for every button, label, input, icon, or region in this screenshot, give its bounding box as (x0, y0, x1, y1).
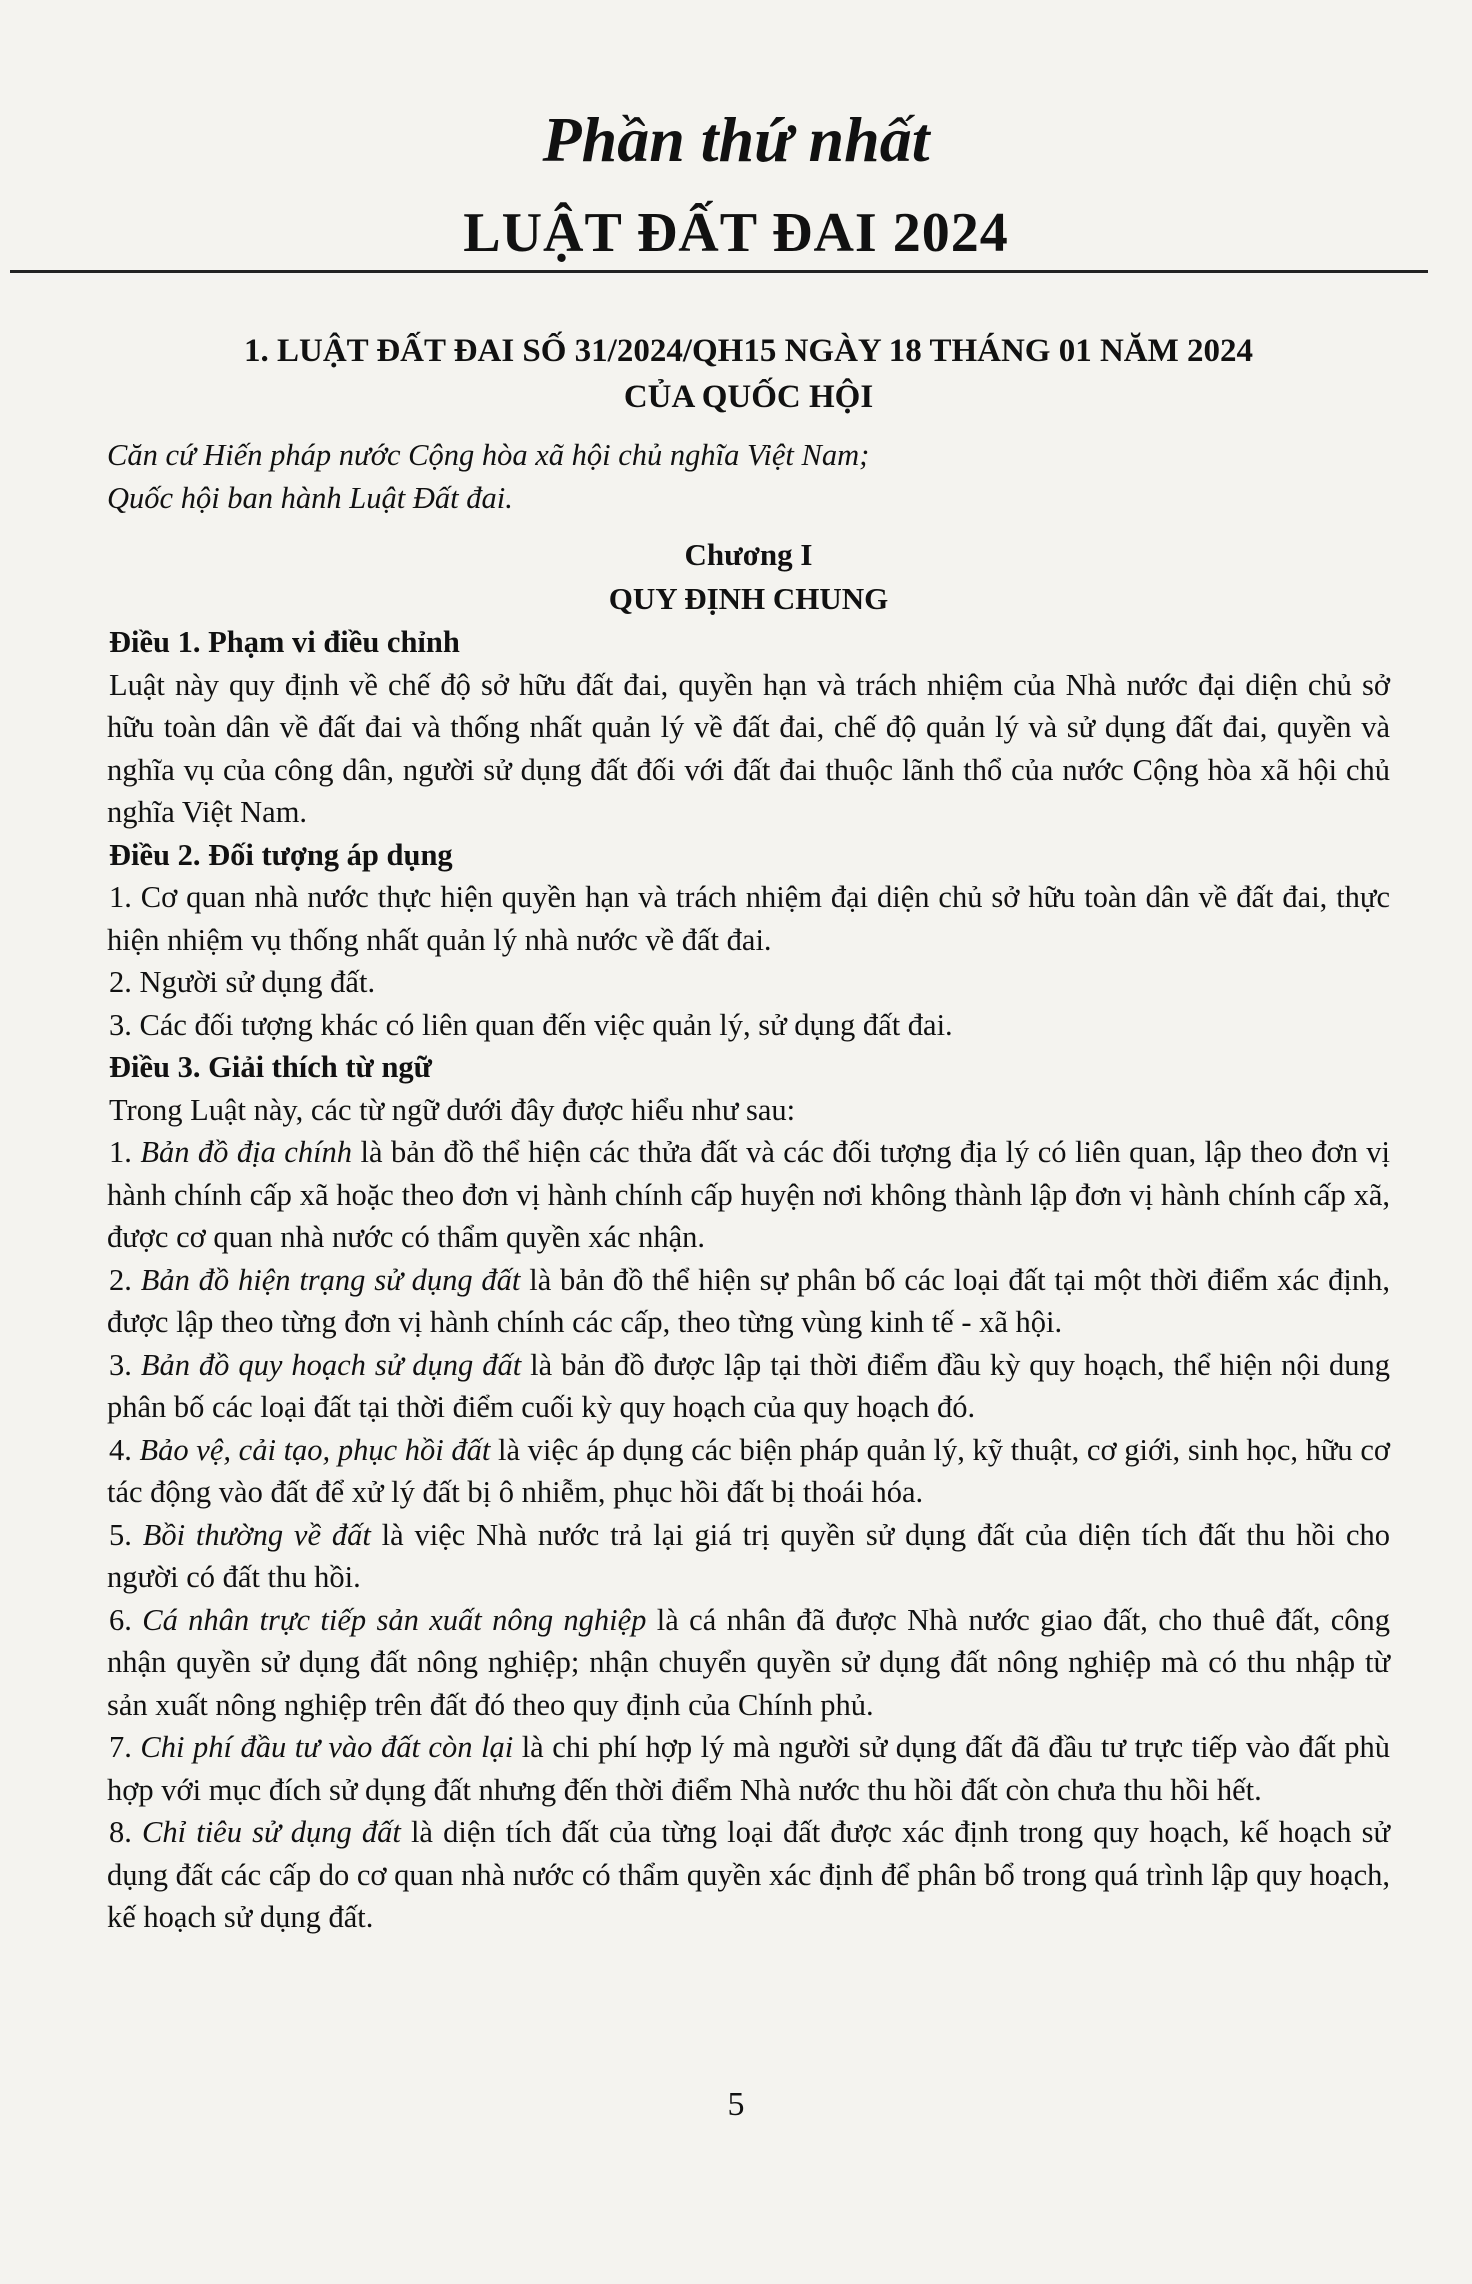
document-body (107, 328, 1390, 1939)
definition-term: Bồi thường về đất (142, 1517, 371, 1552)
article-3-title: Điều 3. Giải thích từ ngữ (109, 1050, 432, 1084)
definition-term: Chỉ tiêu sử dụng đất (142, 1815, 401, 1849)
preamble-line: Quốc hội ban hành Luật Đất đai. (107, 480, 513, 515)
preamble-line: Căn cứ Hiến pháp nước Cộng hòa xã hội chủ nghĩa Việt Nam; (107, 438, 870, 472)
law-heading-line2: CỦA QUỐC HỘI (623, 379, 874, 415)
page-number: 5 (727, 2086, 745, 2123)
chapter-number: Chương I (684, 537, 813, 572)
article-2-item: 3. Các đối tượng khác có liên quan đến việc quản lý, sử dụng đất đai. (109, 1007, 953, 1042)
definition-term: Bản đồ địa chính (140, 1135, 353, 1169)
definition-item: 7. Chi phí đầu tư vào đất còn lại là chi phí hợp lý mà người sử dụng đất đã đầu tư trực tiếp vào đất phù hợp với mục đích sử dụng đất nhưng đến thời điểm Nhà nước thu hồi đất còn chưa thu hồi hết. (107, 1730, 1391, 1807)
law-title: LUẬT ĐẤT ĐAI 2024 (463, 202, 1009, 264)
chapter-title: QUY ĐỊNH CHUNG (608, 581, 889, 616)
article-1-text: Luật này quy định về chế độ sở hữu đất đai, quyền hạn và trách nhiệm của Nhà nước đại diện chủ sở hữu toàn dân về đất đai và thống nhất quản lý về đất đai, chế độ quản lý và sử dụng đất đai, quyền và nghĩa vụ của công dân, người sử dụng đất đối với đất đai thuộc lãnh thổ của nước Cộng hòa xã hội chủ nghĩa Việt Nam. (107, 667, 1390, 829)
definition-term: Chi phí đầu tư vào đất còn lại (140, 1730, 514, 1764)
title-divider (10, 270, 1428, 273)
article-2-title: Điều 2. Đối tượng áp dụng (109, 837, 453, 872)
definition-term: Cá nhân trực tiếp sản xuất nông nghiệp (142, 1602, 647, 1637)
article-2-item: 1. Cơ quan nhà nước thực hiện quyền hạn và trách nhiệm đại diện chủ sở hữu toàn dân về đất đai, thực hiện nhiệm vụ thống nhất quản lý nhà nước về đất đai. (107, 880, 1390, 957)
part-title: Phần thứ nhất (542, 104, 930, 175)
article-1-title: Điều 1. Phạm vi điều chỉnh (109, 625, 460, 659)
article-3-intro: Trong Luật này, các từ ngữ dưới đây được hiểu như sau: (109, 1092, 796, 1127)
definition-item: 2. Bản đồ hiện trạng sử dụng đất là bản đồ thể hiện sự phân bố các loại đất tại một thời điểm xác định, được lập theo từng đơn vị hành chính các cấp, theo từng vùng kinh tế - xã hội. (107, 1262, 1390, 1339)
definition-item: 8. Chỉ tiêu sử dụng đất là diện tích đất của từng loại đất được xác định trong quy hoạch, kế hoạch sử dụng đất các cấp do cơ quan nhà nước có thẩm quyền xác định để phân bổ trong quá trình lập quy hoạch, kế hoạch sử dụng đất. (107, 1815, 1391, 1934)
definition-item: 4. Bảo vệ, cải tạo, phục hồi đất là việc áp dụng các biện pháp quản lý, kỹ thuật, cơ giới, sinh học, hữu cơ tác động vào đất để xử lý đất bị ô nhiễm, phục hồi đất bị thoái hóa. (107, 1432, 1390, 1509)
definition-item: 3. Bản đồ quy hoạch sử dụng đất là bản đồ được lập tại thời điểm đầu kỳ quy hoạch, thể hiện nội dung phân bố các loại đất tại thời điểm cuối kỳ quy hoạch của quy hoạch đó. (107, 1347, 1390, 1424)
article-2-item: 2. Người sử dụng đất. (109, 965, 376, 999)
definition-term: Bảo vệ, cải tạo, phục hồi đất (139, 1432, 491, 1467)
definition-term: Bản đồ quy hoạch sử dụng đất (140, 1347, 522, 1382)
definition-item: 1. Bản đồ địa chính là bản đồ thể hiện các thửa đất và các đối tượng địa lý có liên quan, lập theo đơn vị hành chính cấp xã hoặc theo đơn vị hành chính cấp huyện nơi không thành lập đơn vị hành chính cấp xã, được cơ quan nhà nước có thẩm quyền xác nhận. (107, 1135, 1390, 1254)
law-heading-line1: 1. LUẬT ĐẤT ĐAI SỐ 31/2024/QH15 NGÀY 18 THÁNG 01 NĂM 2024 (243, 333, 1254, 369)
definition-term: Bản đồ hiện trạng sử dụng đất (140, 1262, 521, 1297)
definition-item: 5. Bồi thường về đất là việc Nhà nước trả lại giá trị quyền sử dụng đất của diện tích đất thu hồi cho người có đất thu hồi. (107, 1517, 1391, 1594)
definition-item: 6. Cá nhân trực tiếp sản xuất nông nghiệp là cá nhân đã được Nhà nước giao đất, cho thuê đất, công nhận quyền sử dụng đất nông nghiệp; nhận chuyển quyền sử dụng đất nông nghiệp mà có thu nhập từ sản xuất nông nghiệp trên đất đó theo quy định của Chính phủ. (107, 1602, 1390, 1722)
